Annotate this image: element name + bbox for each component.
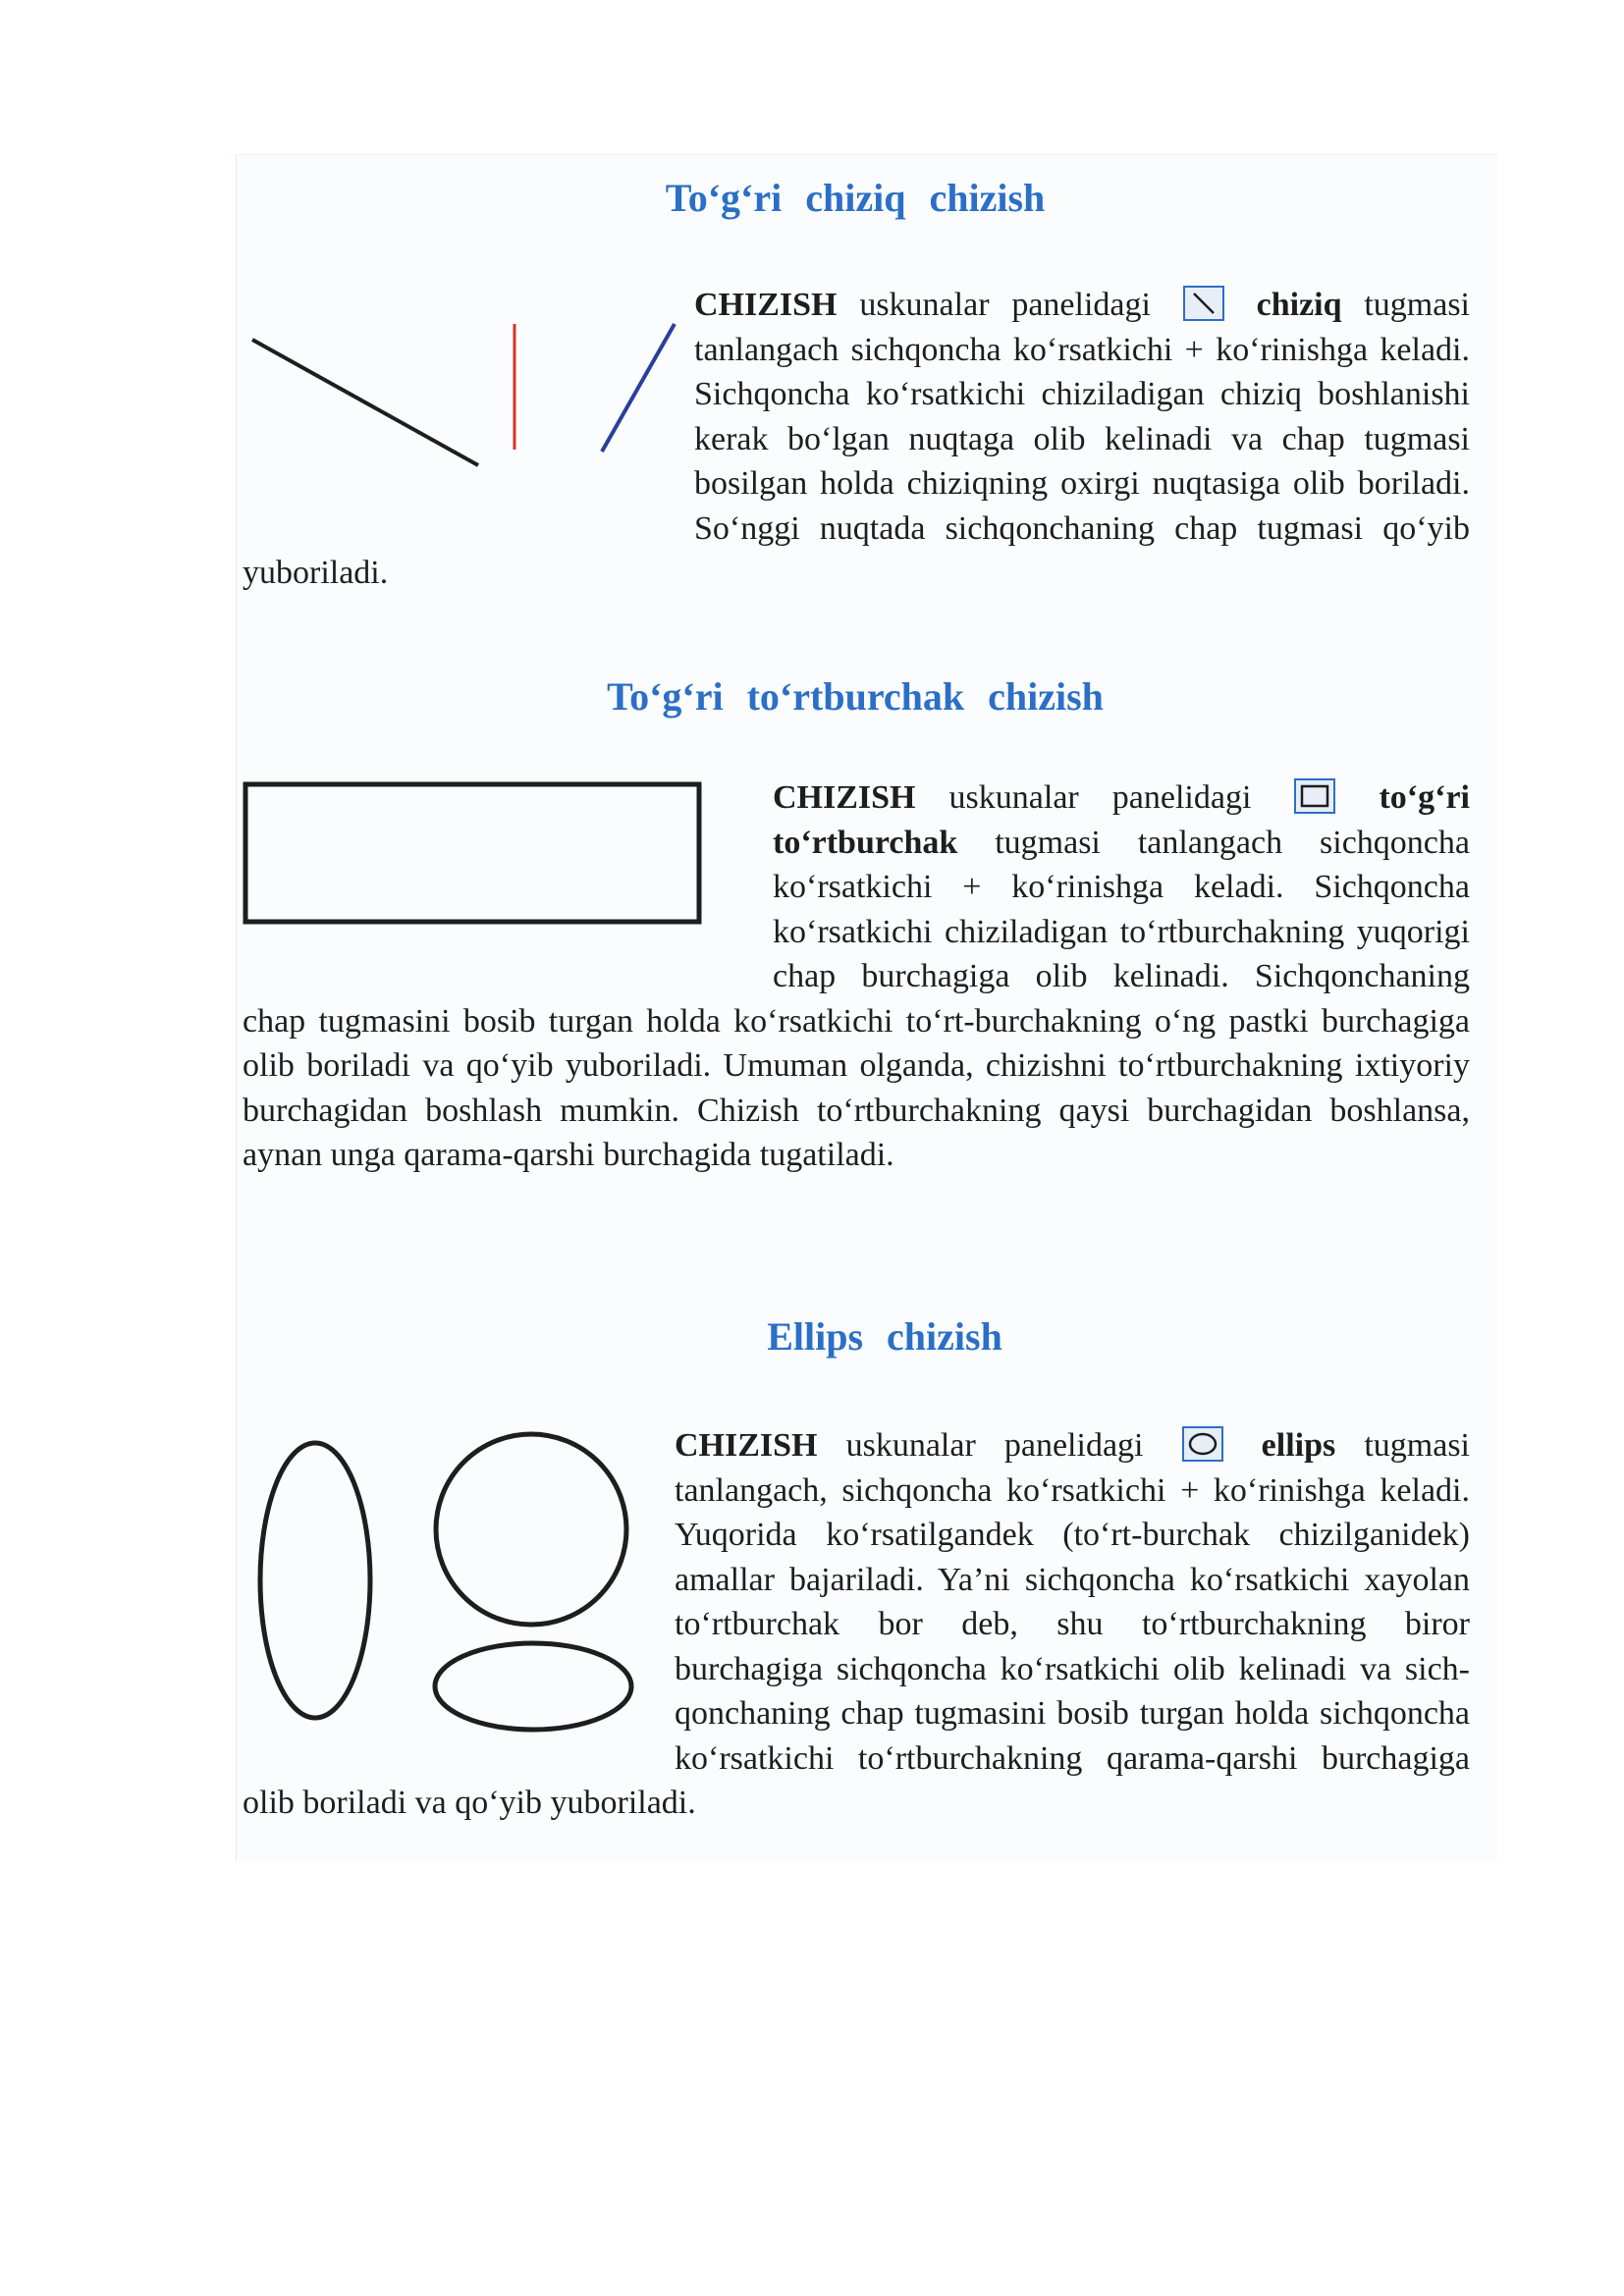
ellipse-tool-icon <box>1182 1426 1223 1462</box>
lead-word: CHIZISH <box>694 287 838 323</box>
section-text-ellipse: tugmasi tanlangach, sichqoncha ko‘rsatkichi + ko‘rinishga keladi. Yuqorida ko‘rsatilgandek (to‘rt-burchak chizilganidek) amallar bajariladi. Ya’ni sichqoncha ko‘rsatkichi xayolan to‘rtburchak bor deb, shu to‘rtburchakning biror burchagiga sichqoncha ko‘rsatkichi olib kelinadi va sich-qonchaning chap tugmasini bosib turgan holda sichqoncha ko‘rsatkichi to‘rtburchakning qarama-qarshi burchagiga olib boriladi va qo‘yib yuboriladi. <box>243 1427 1471 1821</box>
section-title-ellipse: Ellips chizish <box>767 1314 1002 1359</box>
section-text-line: tugmasi tanlangach sichqoncha ko‘rsatkichi + ko‘rinishga keladi. Sichqoncha ko‘rsatkichi chiziladigan chiziq boshlanishi kerak bo‘lgan nuqtaga olib kelinadi va chap tugmasi bosilgan holda chiziqning oxirgi nuqtasiga olib boriladi. So‘nggi nuqtada sichqonchaning chap tugmasi qo‘yib yuboriladi. <box>243 287 1471 591</box>
section-text-rectangle: tugmasi tanlangach sichqoncha ko‘rsatkichi + ko‘rinishga keladi. Sichqoncha ko‘rsatkichi chiziladigan to‘rtburchakning yuqorigi chap burchagiga olib kelinadi. Sichqonchaning chap tugmasini bosib turgan holda ko‘rsatkichi to‘rt-burchakning o‘ng pastki burchagiga olib boriladi va qo‘yib yuboriladi. Umuman olganda, chizishni to‘rtburchakning ixtiyoriy burchagidan boshlash mumkin. Chizish to‘rtburchakning qaysi burchagidan boshlansa, aynan unga qarama-qarshi burchagida tugatiladi. <box>243 824 1470 1173</box>
lead-word: CHIZISH <box>773 779 916 816</box>
section-body-rectangle: CHIZISH uskunalar panelidagi to‘g‘ri to‘rtburchak tugmasi tanlangach sichqoncha ko‘rsatkichi + ko‘rinishga keladi. Sichqoncha ko‘rsatkichi chiziladigan to‘rtburchakning yuqorigi chap burchagiga olib kelinadi. Sichqonchaning chap tugmasini bosib turgan holda ko‘rsatkichi to‘rt-burchakning o‘ng pastki burchagiga olib boriladi va qo‘yib yuboriladi. Umuman olganda, chizishni to‘rtburchakning ixtiyoriy burchagidan boshlash mumkin. Chizish to‘rtburchakning qaysi burchagidan boshlansa, aynan unga qarama-qarshi burchagida tugatiladi. <box>243 779 1470 1173</box>
line-tool-icon <box>1183 286 1224 321</box>
textbook-page <box>236 154 1497 1861</box>
section-title-rectangle: To‘g‘ri to‘rtburchak chizish <box>607 674 1104 719</box>
lead-word: CHIZISH <box>675 1427 818 1464</box>
section-title-line: To‘g‘ri chiziq chizish <box>665 176 1046 220</box>
section-body-line: CHIZISH uskunalar panelidagi chiziq tugmasi tanlangach sichqoncha ko‘rsatkichi + ko‘rinishga keladi. Sichqoncha ko‘rsatkichi chiziladigan chiziq boshlanishi kerak bo‘lgan nuqtaga olib kelinadi va chap tugmasi bosilgan holda chiziqning oxirgi nuqtasiga olib boriladi. So‘nggi nuqtada sichqonchaning chap tugmasi qo‘yib yuboriladi. <box>243 287 1471 591</box>
rectangle-tool-icon <box>1294 778 1335 814</box>
section-body-ellipse: CHIZISH uskunalar panelidagi ellips tugmasi tanlangach, sichqoncha ko‘rsatkichi + ko‘rinishga keladi. Yuqorida ko‘rsatilgandek (to‘rt-burchak chizilganidek) amallar bajariladi. Ya’ni sichqoncha ko‘rsatkichi xayolan to‘rtburchak bor deb, shu to‘rtburchakning biror burchagiga sichqoncha ko‘rsatkichi olib kelinadi va sich-qonchaning chap tugmasini bosib turgan holda sichqoncha ko‘rsatkichi to‘rtburchakning qarama-qarshi burchagiga olib boriladi va qo‘yib yuboriladi. <box>243 1427 1471 1821</box>
